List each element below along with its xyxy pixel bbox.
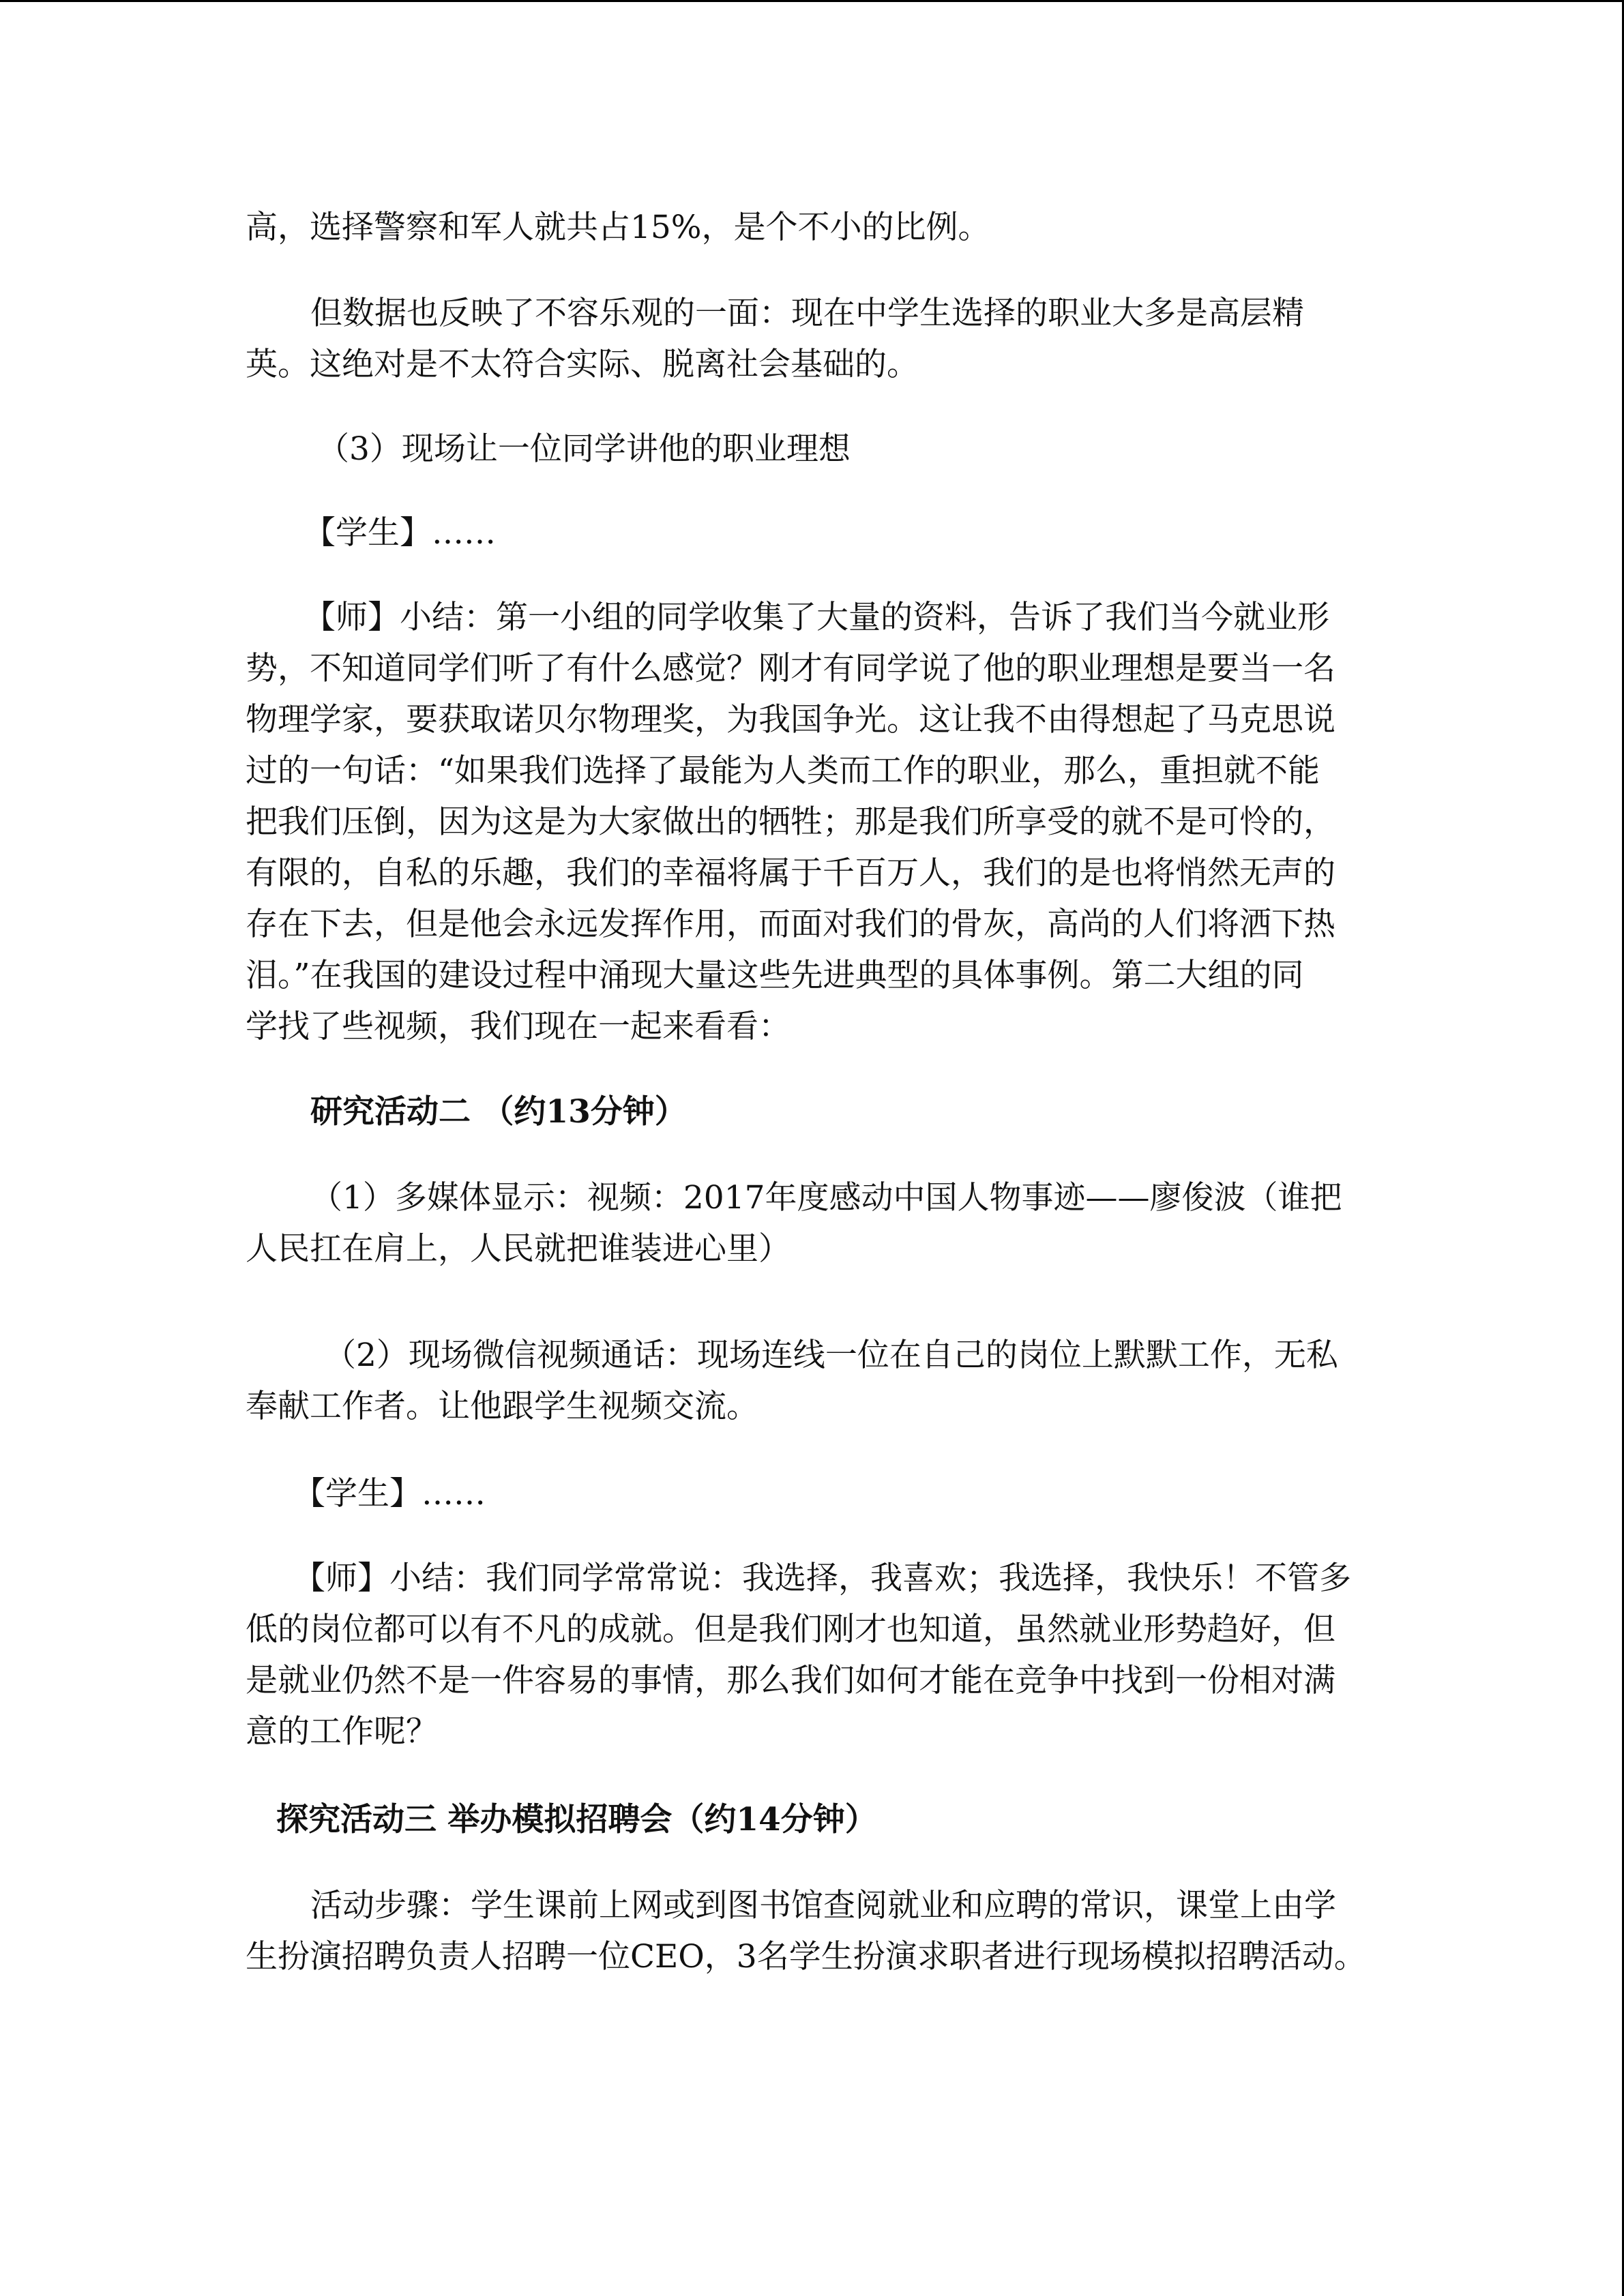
paragraph-line: （3）现场让一位同学讲他的职业理想 (317, 430, 851, 468)
page-border-top (0, 0, 1624, 2)
paragraph-line: 活动步骤：学生课前上网或到图书馆查阅就业和应聘的常识，课堂上由学 (310, 1887, 1336, 1924)
paragraph-line: 【师】小结：第一小组的同学收集了大量的资料，告诉了我们当今就业形 (304, 599, 1329, 636)
paragraph-line: 是就业仍然不是一件容易的事情，那么我们如何才能在竞争中找到一份相对满 (246, 1662, 1335, 1699)
paragraph-line: 泪。”在我国的建设过程中涌现大量这些先进典型的具体事例。第二大组的同 (246, 957, 1304, 994)
paragraph-line: 但数据也反映了不容乐观的一面：现在中学生选择的职业大多是高层精 (310, 295, 1304, 332)
paragraph-line: 存在下去，但是他会永远发挥作用，而面对我们的骨灰，高尚的人们将洒下热 (246, 906, 1335, 943)
paragraph-line: 物理学家，要获取诺贝尔物理奖，为我国争光。这让我不由得想起了马克思说 (246, 701, 1335, 739)
paragraph-line: 有限的，自私的乐趣，我们的幸福将属于千百万人，我们的是也将悄然无声的 (246, 854, 1335, 892)
paragraph-line: 意的工作呢？ (246, 1713, 438, 1750)
paragraph-line: 【师】小结：我们同学常常说：我选择，我喜欢；我选择，我快乐！不管多 (293, 1560, 1351, 1597)
paragraph-line: 低的岗位都可以有不凡的成就。但是我们刚才也知道，虽然就业形势趋好，但 (246, 1611, 1335, 1648)
paragraph-line: 人民扛在肩上，人民就把谁装进心里） (246, 1230, 791, 1268)
paragraph-line: 英。这绝对是不太符合实际、脱离社会基础的。 (246, 346, 919, 383)
paragraph-line: （2）现场微信视频通话：现场连线一位在自己的岗位上默默工作，无私 (324, 1337, 1338, 1374)
student-label: 【学生】…… (293, 1475, 486, 1512)
paragraph-line: （1）多媒体显示：视频：2017年度感动中国人物事迹——廖俊波（谁把 (310, 1179, 1342, 1217)
paragraph-line: 势，不知道同学们听了有什么感觉？刚才有同学说了他的职业理想是要当一名 (246, 650, 1335, 687)
paragraph-line: 过的一句话：“如果我们选择了最能为人类而工作的职业，那么，重担就不能 (246, 752, 1320, 790)
paragraph-line: 生扮演招聘负责人招聘一位CEO，3名学生扮演求职者进行现场模拟招聘活动。 (246, 1938, 1366, 1976)
section-heading: 探究活动三 举办模拟招聘会（约14分钟） (276, 1801, 877, 1838)
paragraph-line: 把我们压倒，因为这是为大家做出的牺牲；那是我们所享受的就不是可怜的， (246, 803, 1335, 841)
paragraph-line: 学找了些视频，我们现在一起来看看： (246, 1008, 791, 1045)
paragraph-line: 奉献工作者。让他跟学生视频交流。 (246, 1388, 758, 1425)
section-heading: 研究活动二 （约13分钟） (310, 1093, 687, 1131)
paragraph-line: 高，选择警察和军人就共占15%，是个不小的比例。 (246, 209, 990, 246)
student-label: 【学生】…… (304, 514, 496, 552)
